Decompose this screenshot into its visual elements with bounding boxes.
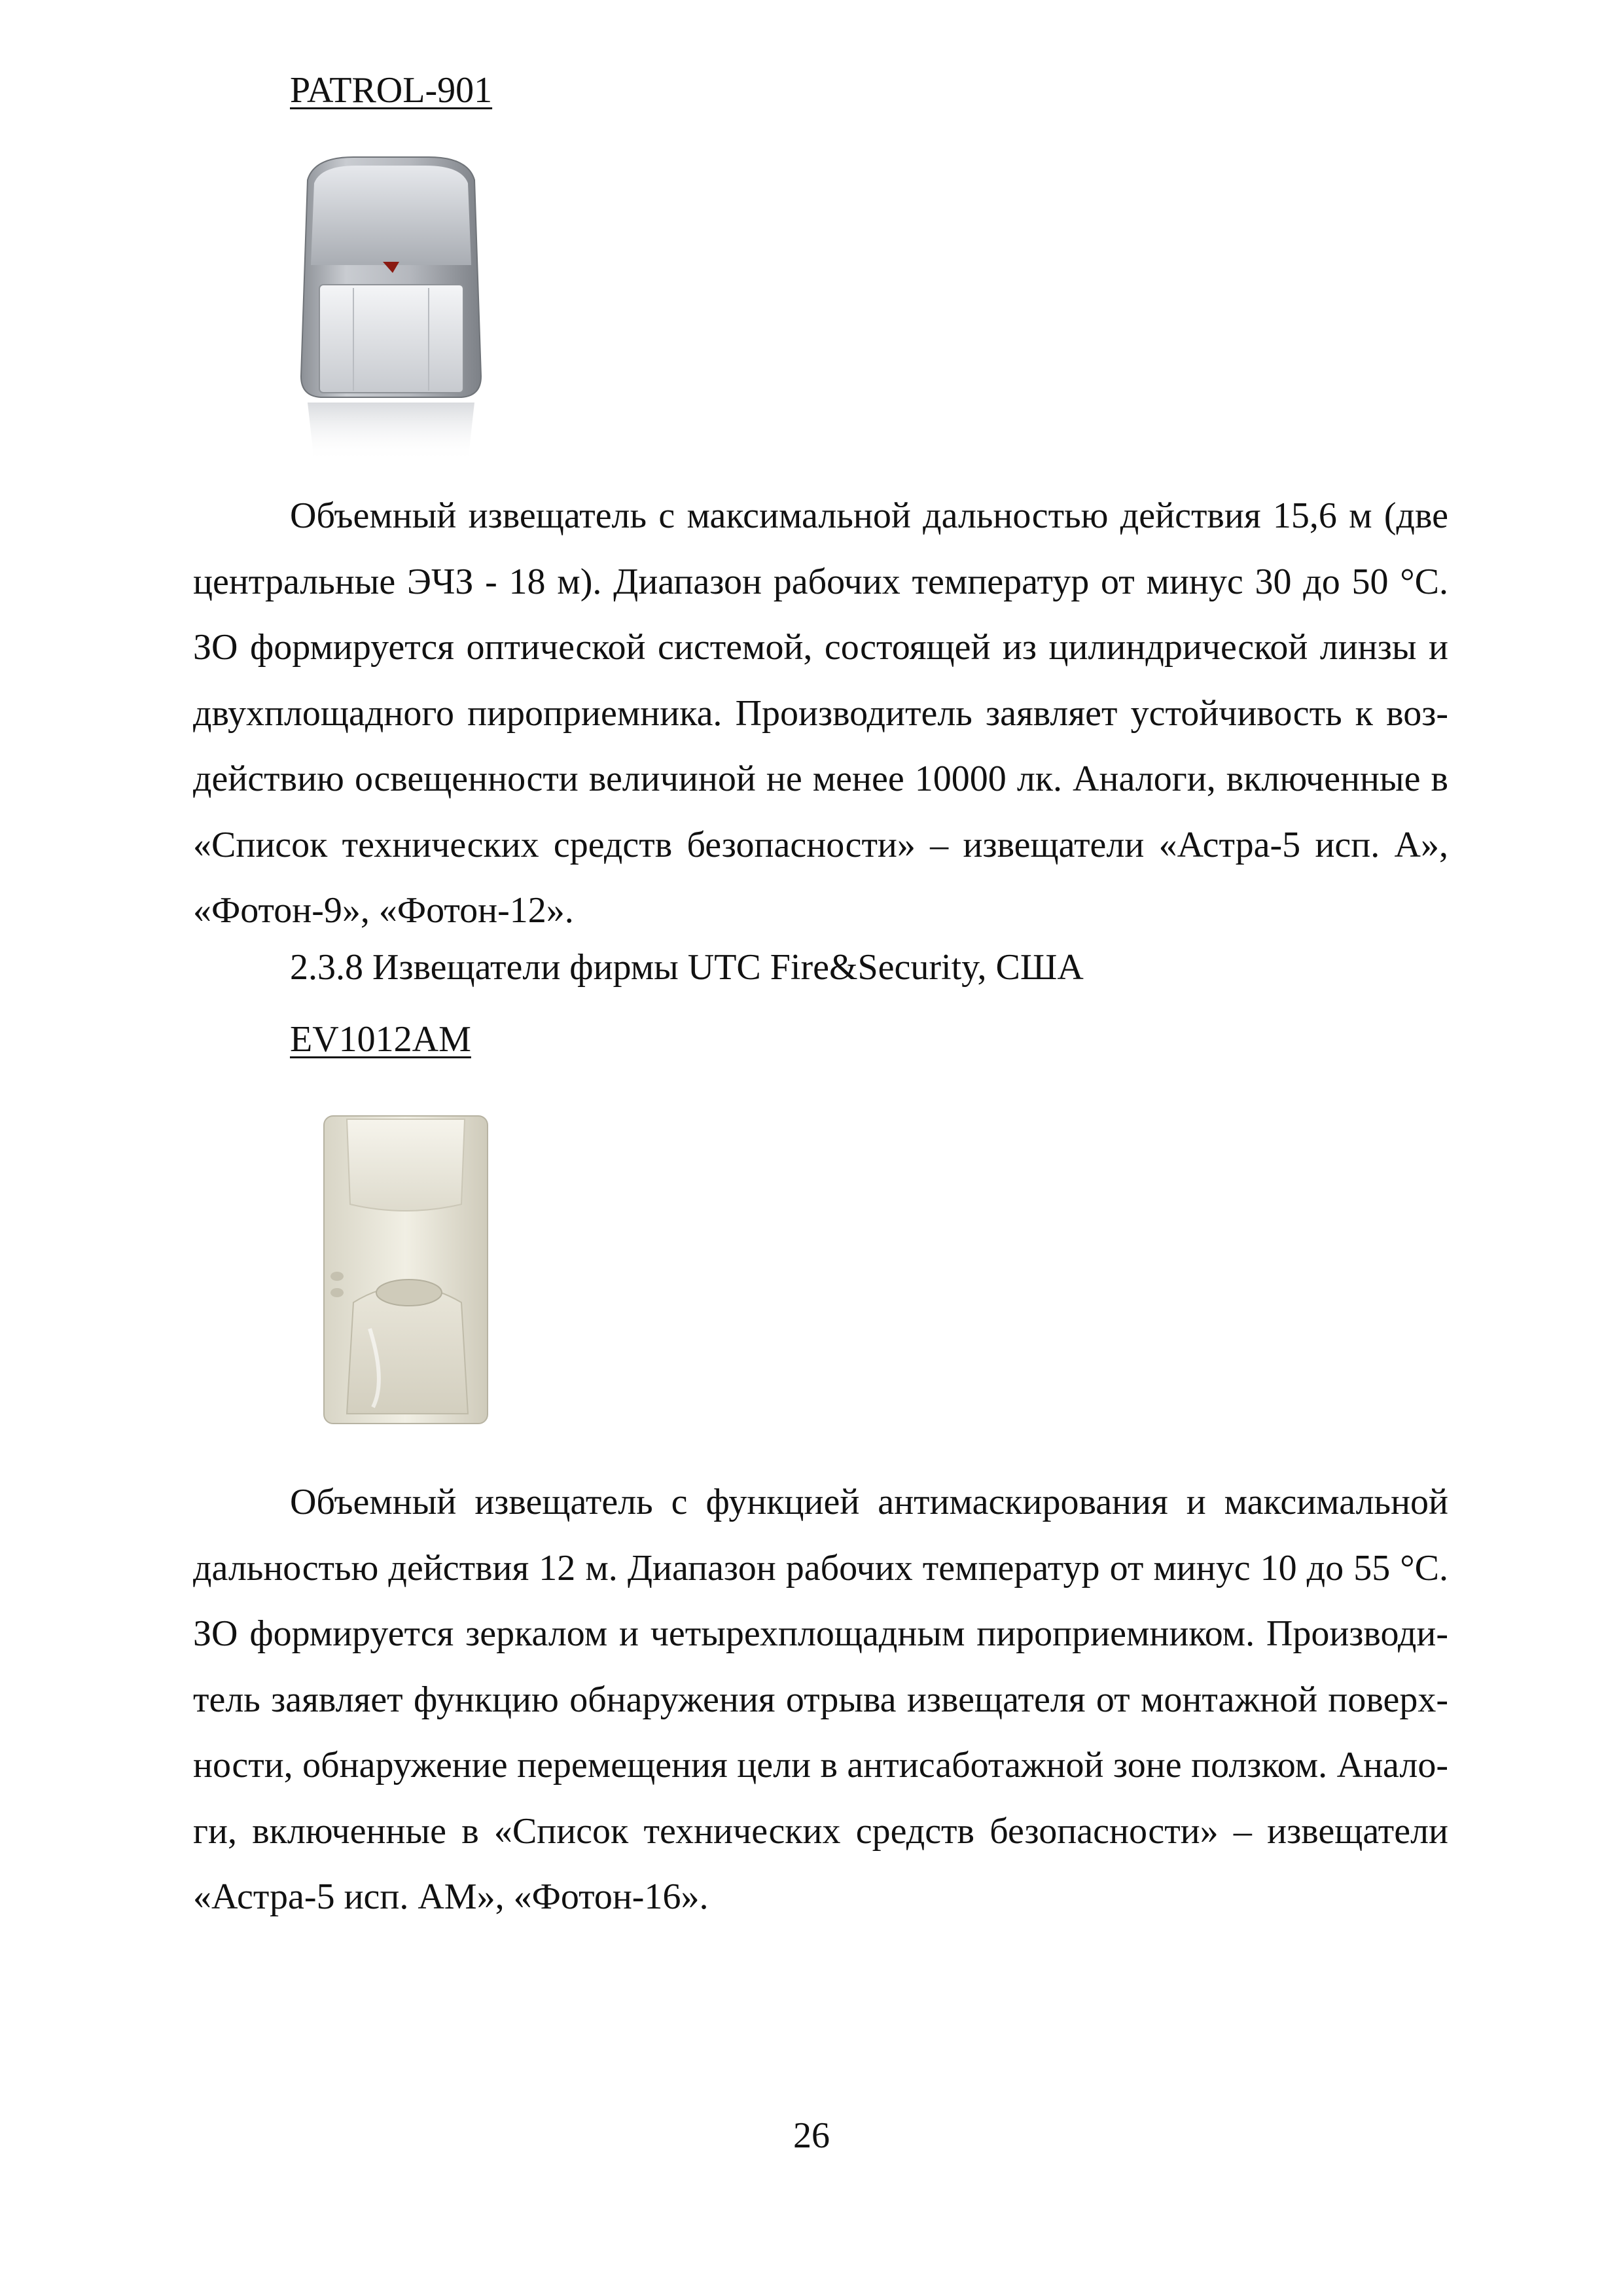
page-number: 26 <box>793 2115 830 2156</box>
product-heading-ev1012am: EV1012AM <box>290 1019 471 1060</box>
product-heading-patrol-901: PATROL-901 <box>290 70 493 111</box>
ev1012am-description: Объемный извещатель с функцией антимаскирования и максимальной дальностью действия 12 м. Диапазон рабочих температур от минус 10 до 55 °С. ЗО формируется зеркалом и четырехплощадным пироприемником. Производитель заявляет функцию обнаружения отрыва извещателя от монтажной поверхности, обнаружение перемещения цели в антисаботажной зоне ползком. Аналоги, включенные в «Список технических средств безопасности» – извещатели «Астра-5 исп. АМ», «Фотон-16». <box>193 1482 1448 1917</box>
subsection-title: 2.3.8 Извещатели фирмы UTC Fire&Security, США <box>290 947 1084 988</box>
patrol-901-description: Объемный извещатель с максимальной дальностью действия 15,6 м (две центральные ЭЧЗ - 18 м). Диапазон рабочих температур от минус 30 до 50 °С. ЗО формируется оптической системой, состоящей из цилиндрической линзы и двухплощадного пироприемника. Производитель заявляет устойчивость к воздействию освещенности величиной не менее 10000 лк. Аналоги, включенные в «Список технических средств безопасности» – извещатели «Астра-5 исп. А», «Фотон-9», «Фотон-12». <box>193 495 1448 931</box>
patrol-901-device-image <box>288 154 494 465</box>
ev1012am-device-image <box>308 1106 504 1430</box>
